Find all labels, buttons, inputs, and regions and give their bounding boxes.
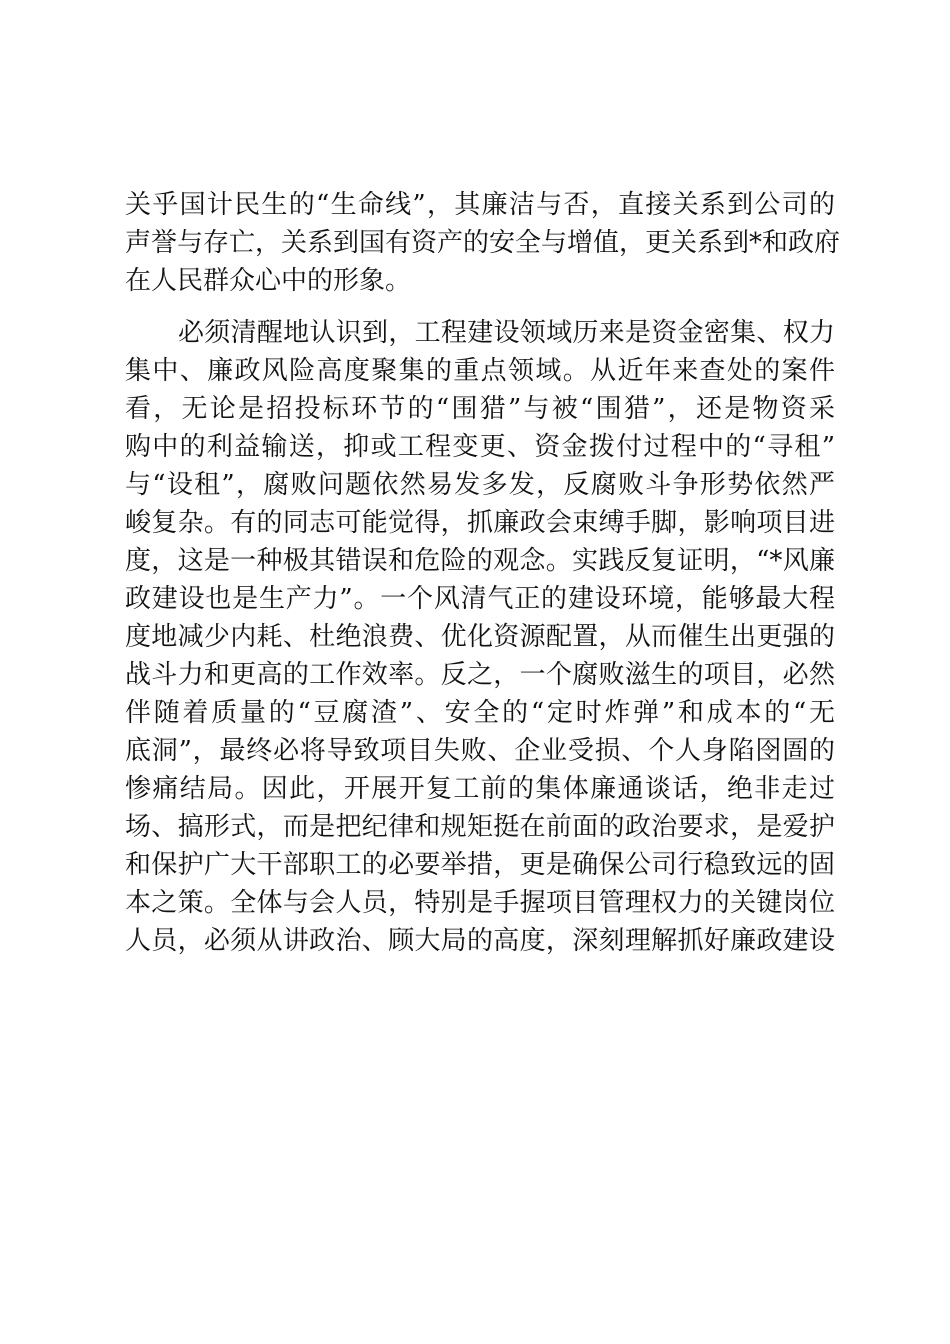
paragraph-1 <box>125 186 841 300</box>
text-line: 度，这是一种极其错误和危险的观念。实践反复证明，“*风廉 <box>125 546 835 576</box>
text-line: 政建设也是生产力”。一个风清气正的建设环境，能够最大程 <box>125 584 835 614</box>
text-line: 底洞”，最终必将导致项目失败、企业受损、个人身陷囹圄的 <box>125 736 835 766</box>
text-line: 本之策。全体与会人员，特别是手握项目管理权力的关键岗位 <box>125 888 835 918</box>
text-line: 和保护广大干部职工的必要举措，更是确保公司行稳致远的固 <box>125 850 835 880</box>
paragraph-2 <box>125 314 835 960</box>
text-line: 集中、廉政风险高度聚集的重点领域。从近年来查处的案件 <box>125 356 835 386</box>
text-line: 伴随着质量的“豆腐渣”、安全的“定时炸弹”和成本的“无 <box>125 698 835 728</box>
text-line: 声誉与存亡，关系到国有资产的安全与增值，更关系到*和政府 <box>125 228 841 258</box>
text-line: 必须清醒地认识到，工程建设领域历来是资金密集、权力 <box>178 318 835 348</box>
text-line: 关乎国计民生的“生命线”，其廉洁与否，直接关系到公司的 <box>125 190 835 220</box>
text-line: 战斗力和更高的工作效率。反之，一个腐败滋生的项目，必然 <box>125 660 835 690</box>
text-line: 惨痛结局。因此，开展开复工前的集体廉通谈话，绝非走过 <box>125 774 835 804</box>
paragraph-spacing <box>125 300 835 314</box>
text-line: 购中的利益输送，抑或工程变更、资金拨付过程中的“寻租” <box>125 432 835 462</box>
text-line: 看，无论是招投标环节的“围猎”与被“围猎”，还是物资采 <box>125 394 835 424</box>
text-line: 场、搞形式，而是把纪律和规矩挺在前面的政治要求，是爱护 <box>125 812 835 842</box>
text-line: 在人民群众心中的形象。 <box>125 266 412 296</box>
text-line: 度地减少内耗、杜绝浪费、优化资源配置，从而催生出更强的 <box>125 622 835 652</box>
body-text <box>125 186 841 960</box>
text-line: 人员，必须从讲政治、顾大局的高度，深刻理解抓好廉政建设 <box>125 926 835 956</box>
text-line: 与“设租”，腐败问题依然易发多发，反腐败斗争形势依然严 <box>125 470 835 500</box>
text-line: 峻复杂。有的同志可能觉得，抓廉政会束缚手脚，影响项目进 <box>125 508 835 538</box>
